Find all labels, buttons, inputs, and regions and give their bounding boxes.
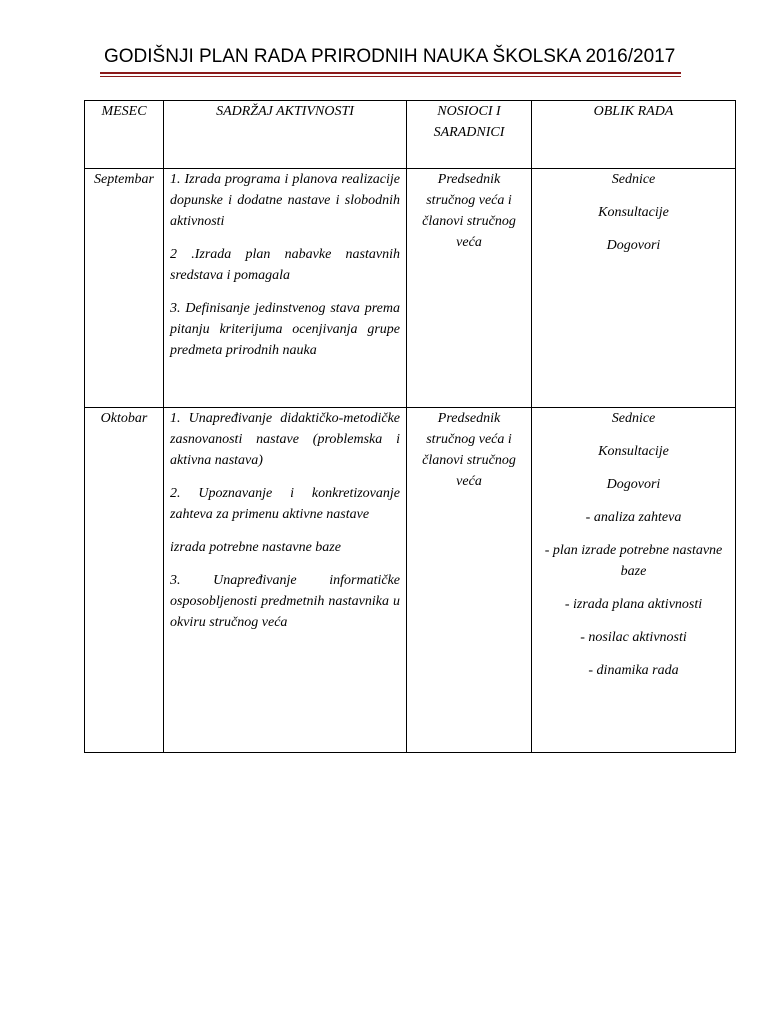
- month-cell: Oktobar: [85, 408, 164, 753]
- forms-cell: [532, 169, 736, 408]
- activity-item: 3. Definisanje jedinstvenog stava prema pitanju kriterijuma ocenjivanja grupe predmeta prirodnih nauka: [170, 301, 400, 358]
- activity-item: 2. Upoznavanje i konkretizovanje zahteva za primenu aktivne nastave: [170, 486, 400, 522]
- carriers-cell: Predsednik stručnog veća i članovi stručnog veća: [407, 169, 532, 408]
- form-item: Konsultacije: [598, 205, 669, 220]
- forms-cell: [532, 408, 736, 753]
- title-underline-thin: [100, 76, 681, 77]
- activity-item: 1. Unapređivanje didaktičko-metodičke zasnovanosti nastave (problemska i aktivna nastava): [170, 411, 400, 468]
- form-item: - analiza zahteva: [585, 510, 682, 525]
- activities-cell: [164, 408, 407, 753]
- table-row: [85, 408, 736, 753]
- carriers-cell: Predsednik stručnog veća i članovi stručnog veća: [407, 408, 532, 753]
- table-row: [85, 169, 736, 408]
- form-item: - plan izrade potrebne nastavne baze: [544, 543, 723, 579]
- form-item: Dogovori: [606, 477, 661, 492]
- header-carriers: NOSIOCI I SARADNICI: [407, 101, 532, 169]
- activity-item: 2 .Izrada plan nabavke nastavnih sredstava i pomagala: [170, 247, 400, 283]
- form-item: Sednice: [611, 172, 656, 187]
- month-cell: Septembar: [85, 169, 164, 408]
- table-header-row: [85, 101, 736, 169]
- form-item: - dinamika rada: [588, 663, 679, 678]
- activity-item: 1. Izrada programa i planova realizacije dopunske i dodatne nastave i slobodnih aktivnosti: [170, 172, 400, 229]
- header-form: OBLIK RADA: [532, 101, 736, 169]
- header-month: MESEC: [85, 101, 164, 169]
- form-item: Dogovori: [606, 238, 661, 253]
- form-item: Konsultacije: [598, 444, 669, 459]
- activity-item: izrada potrebne nastavne baze: [170, 540, 341, 555]
- activity-item: 3. Unapređivanje informatičke osposobljenosti predmetnih nastavnika u okviru stručnog veća: [170, 573, 400, 630]
- title-underline: [100, 72, 681, 74]
- plan-table: [84, 100, 736, 753]
- form-item: - nosilac aktivnosti: [580, 630, 687, 645]
- header-content: SADRŽAJ AKTIVNOSTI: [164, 101, 407, 169]
- activities-cell: [164, 169, 407, 408]
- document-title: GODIŠNJI PLAN RADA PRIRODNIH NAUKA ŠKOLSKA 2016/2017: [104, 46, 676, 67]
- form-item: - izrada plana aktivnosti: [564, 597, 703, 612]
- form-item: Sednice: [611, 411, 656, 426]
